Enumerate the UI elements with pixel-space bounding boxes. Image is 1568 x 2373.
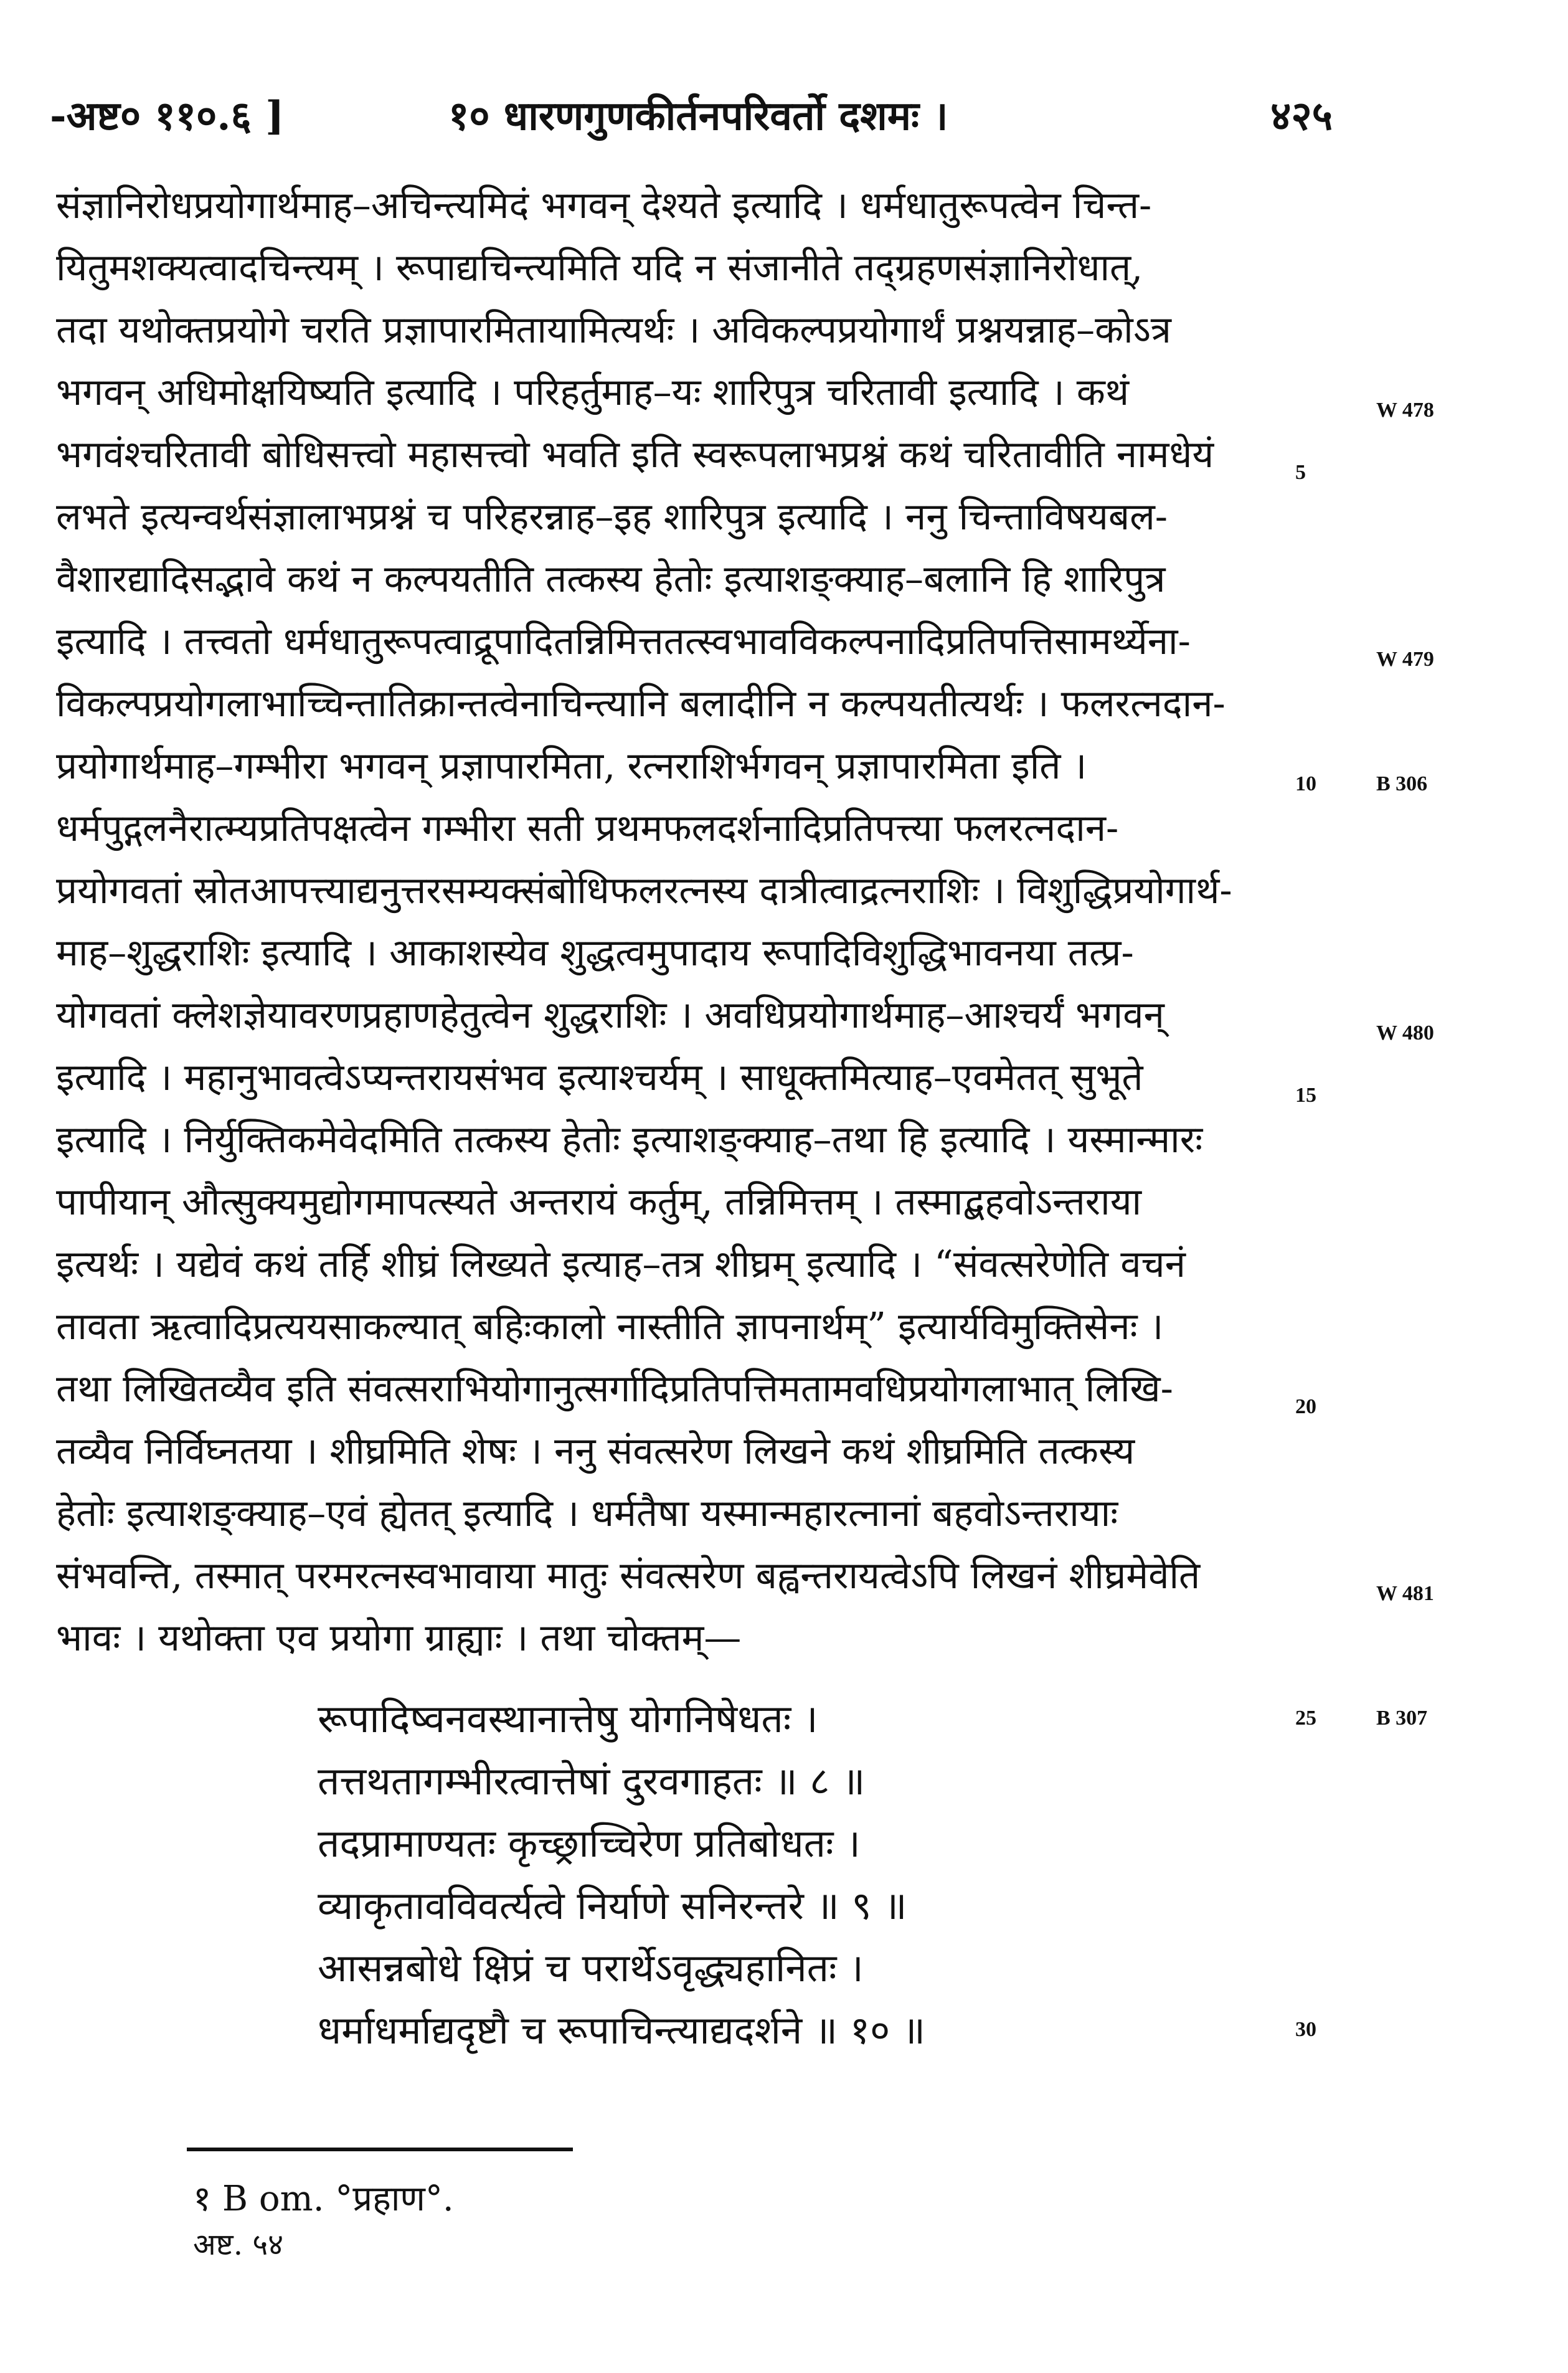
- verse-line: व्याकृतावविवर्त्यत्वे निर्याणे सनिरन्तरे ॥ ९ ॥: [318, 1883, 907, 1928]
- text-line: संभवन्ति, तस्मात् परमरत्नस्वभावाया मातुः संवत्सरेण बह्वन्तरायत्वेऽपि लिखनं शीघ्रमेवेति: [56, 1554, 1201, 1598]
- margin-reference: W 480: [1376, 1021, 1434, 1044]
- text-line: पापीयान् औत्सुक्यमुद्योगमापत्स्यते अन्तरायं कर्तुम्, तन्निमित्तम् । तस्माद्बहवोऽन्तराया: [56, 1180, 1142, 1224]
- line-number: 10: [1295, 772, 1316, 795]
- margin-reference: B 307: [1376, 1707, 1428, 1730]
- text-line: भगवंश्चरितावी बोधिसत्त्वो महासत्त्वो भवति इति स्वरूपलाभप्रश्नं कथं चरितावीति नामधेयं: [56, 433, 1214, 476]
- text-line: यितुमशक्यत्वादचिन्त्यम् । रूपाद्यचिन्त्यमिति यदि न संजानीते तद्ग्रहणसंज्ञानिरोधात्,: [56, 246, 1143, 290]
- text-line: धर्मपुद्गलनैरात्म्यप्रतिपक्षत्वेन गम्भीरा सती प्रथमफलदर्शनादिप्रतिपत्त्या फलरत्नदान-: [56, 807, 1119, 850]
- line-number: 20: [1295, 1395, 1316, 1418]
- line-number: 25: [1295, 1707, 1316, 1730]
- line-number: 5: [1295, 461, 1306, 484]
- header-chapter-title: १० धारणगुणकीर्तनपरिवर्तो दशमः ।: [448, 93, 948, 140]
- text-line: तथा लिखितव्यैव इति संवत्सराभियोगानुत्सर्गादिप्रतिपत्तिमतामवधिप्रयोगलाभात् लिखि-: [56, 1367, 1173, 1411]
- verse-line: तदप्रामाण्यतः कृच्छ्राच्चिरेण प्रतिबोधतः ।: [318, 1821, 861, 1866]
- line-number: 15: [1295, 1084, 1316, 1107]
- footnote-text: १ B om. °प्रहाण°.: [193, 2179, 454, 2219]
- header-verse-reference: -अष्ट० ११०.६ ]: [50, 93, 285, 140]
- text-line: माह–शुद्धराशिः इत्यादि । आकाशस्येव शुद्धत्वमुपादाय रूपादिविशुद्धिभावनया तत्प्र-: [56, 931, 1134, 975]
- text-line: वैशारद्यादिसद्भावे कथं न कल्पयतीति तत्कस्य हेतोः इत्याशङ्क्याह–बलानि हि शारिपुत्र: [56, 557, 1166, 601]
- verse-line: आसन्नबोधे क्षिप्रं च परार्थेऽवृद्ध्यहानितः ।: [318, 1945, 864, 1991]
- verse-line: धर्माधर्माद्यदृष्टौ च रूपाचिन्त्याद्यदर्शने ॥ १० ॥: [318, 2007, 926, 2053]
- text-line: इत्यर्थः । यद्येवं कथं तर्हि शीघ्रं लिख्यते इत्याह–तत्र शीघ्रम् इत्यादि । “संवत्सरेणेति वचनं: [56, 1243, 1186, 1286]
- signature-mark: अष्ट. ५४: [193, 2227, 284, 2262]
- text-line: हेतोः इत्याशङ्क्याह–एवं ह्येतत् इत्यादि । धर्मतैषा यस्मान्महारत्नानां बहवोऽन्तरायाः: [56, 1492, 1118, 1535]
- text-line: तावता ऋत्वादिप्रत्ययसाकल्यात् बहिःकालो नास्तीति ज्ञापनार्थम्” इत्यार्यविमुक्तिसेनः ।: [56, 1305, 1164, 1348]
- verse-line: रूपादिष्वनवस्थानात्तेषु योगनिषेधतः ।: [318, 1696, 818, 1741]
- text-line: तदा यथोक्तप्रयोगे चरति प्रज्ञापारमितायामित्यर्थः । अविकल्पप्रयोगार्थं प्रश्नयन्नाह–कोऽत्र: [56, 308, 1171, 352]
- text-line: प्रयोगवतां स्रोतआपत्त्याद्यनुत्तरसम्यक्संबोधिफलरत्नस्य दात्रीत्वाद्रत्नराशिः । विशुद्धिप्रयोगार्थ-: [56, 869, 1232, 912]
- text-line: योगवतां क्लेशज्ञेयावरणप्रहाणहेतुत्वेन शुद्धराशिः । अवधिप्रयोगार्थमाह–आश्चर्यं भगवन्: [56, 993, 1164, 1037]
- text-line: भगवन् अधिमोक्षयिष्यति इत्यादि । परिहर्तुमाह–यः शारिपुत्र चरितावी इत्यादि । कथं: [56, 371, 1130, 414]
- margin-reference: B 306: [1376, 772, 1428, 795]
- margin-reference: W 479: [1376, 648, 1434, 671]
- margin-reference: W 478: [1376, 399, 1434, 422]
- text-line: इत्यादि । तत्त्वतो धर्मधातुरूपत्वाद्रूपादितन्निमित्ततत्स्वभावविकल्पनादिप्रतिपत्तिसामर्थ्येना-: [56, 620, 1191, 663]
- text-line: विकल्पप्रयोगलाभाच्चिन्तातिक्रान्तत्वेनाचिन्त्यानि बलादीनि न कल्पयतीत्यर्थः । फलरत्नदान-: [56, 682, 1226, 726]
- footnote-rule: [187, 2148, 573, 2151]
- line-number: 30: [1295, 2018, 1316, 2041]
- text-line: इत्यादि । महानुभावत्वेऽप्यन्तरायसंभव इत्याश्चर्यम् । साधूक्तमित्याह–एवमेतत् सुभूते: [56, 1056, 1143, 1099]
- page-number: ४२५: [1270, 93, 1333, 140]
- text-line: संज्ञानिरोधप्रयोगार्थमाह–अचिन्त्यमिदं भगवन् देश्यते इत्यादि । धर्मधातुरूपत्वेन चिन्त-: [56, 184, 1152, 227]
- text-line: लभते इत्यन्वर्थसंज्ञालाभप्रश्नं च परिहरन्नाह–इह शारिपुत्र इत्यादि । ननु चिन्ताविषयबल-: [56, 495, 1168, 539]
- text-line: प्रयोगार्थमाह–गम्भीरा भगवन् प्रज्ञापारमिता, रत्नराशिर्भगवन् प्रज्ञापारमिता इति ।: [56, 744, 1087, 788]
- text-line: तव्यैव निर्विघ्नतया । शीघ्रमिति शेषः । ननु संवत्सरेण लिखने कथं शीघ्रमिति तत्कस्य: [56, 1429, 1135, 1473]
- text-line: इत्यादि । निर्युक्तिकमेवेदमिति तत्कस्य हेतोः इत्याशङ्क्याह–तथा हि इत्यादि । यस्मान्मारः: [56, 1118, 1203, 1162]
- text-line: भावः । यथोक्ता एव प्रयोगा ग्राह्याः । तथा चोक्तम्—: [56, 1616, 742, 1660]
- verse-line: तत्तथतागम्भीरत्वात्तेषां दुरवगाहतः ॥ ८ ॥: [318, 1758, 866, 1804]
- running-header: [50, 87, 1333, 143]
- margin-reference: W 481: [1376, 1582, 1434, 1605]
